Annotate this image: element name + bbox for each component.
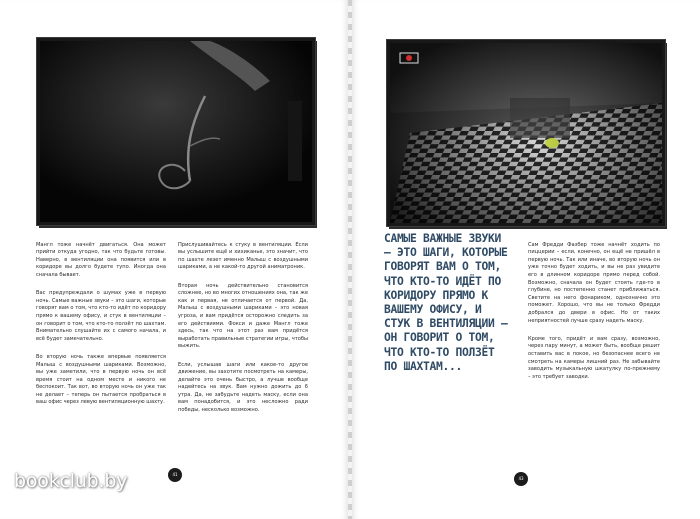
left-page-illustration (37, 38, 315, 225)
right-page-illustration (387, 40, 665, 226)
paragraph: Кроме того, придёт и вам сразу, возможно, через пару минут, а может быть, вообще решит оставить вас в покое, но безопаснее всего не смотреть на камеры лишний раз. Не забывайте заводить музыкальную шкатулку по-прежнему – это требует заводки. (528, 335, 660, 380)
pull-quote: САМЫЕ ВАЖНЫЕ ЗВУКИ – ЭТО ШАГИ, КОТОРЫЕ ГОВОРЯТ ВАМ О ТОМ, ЧТО КТО-ТО ИДЁТ ПО КОРИДОРУ ПРЯМО К ВАШЕМУ ОФИСУ, И СТУК В ВЕНТИЛЯЦИИ – ОН ГОВОРИТ О ТОМ, ЧТО КТО-ТО ПОЛЗЁТ ПО ШАХТАМ... (384, 232, 508, 373)
security-camera-image (390, 43, 662, 223)
paragraph: Мангл тоже начнёт двигаться. Она может прийти откуда угодно, так что будьте готовы. Наверно, в вентиляции она появится или в коридоре вы долго будете тупо. Иногда она сначала бывает. (36, 241, 166, 278)
lamp-cable-image (40, 41, 312, 222)
page-number-right: 43 (514, 472, 528, 486)
paragraph: Сам Фредди Фазбер тоже начнёт ходить по пиццерии – если, конечно, он ещё не пришёл в первую ночь. Так или иначе, во вторую ночь он уже точно будет ходить, и вы не раз увидите его в длинном коридоре прямо перед собой. Возможно, сначала он будет стоять где-то в глубине, но постепенно станет приближаться. Светите на него фонариком, однозначно это поможет. Хорошо, что вы не только Фредди добрался до двери в офис. Но от таких неприятностей лучше сразу надеть маску. (528, 241, 660, 324)
page-number-left: 41 (168, 468, 182, 482)
left-page-column-1 (36, 234, 166, 418)
bookclub-watermark: bookclub.by (14, 470, 128, 492)
paragraph: Во вторую ночь также впервые появляется Малыш с воздушными шариками. Возможно, вы уже заметили, что в первую ночь он всё время стоит на одном месте и никого не беспокоит. Так вот, во вторую ночь он уже так не делает – теперь он пытается пробраться в ваш офис через левую вентиляционную шахту. (36, 353, 166, 406)
paragraph: Прислушивайтесь к стуку в вентиляции. Если вы услышите ещё и хихиканье, это значит, что по шахте лезет именно Малыш с воздушными шариками, а не какой-то другой аниматроник. (178, 241, 308, 271)
paragraph: Вторая ночь действительно становится сложнее, но во многих отношениях она, так же как и первая, не отличается от первой. Да, Малыш с воздушными шариками – это новая угроза, и вам придётся осторожно следить за его действиями. Фокси и даже Мангл тоже здесь, так что на этот раз вам придётся выработать правильные стратегии игры, чтобы выжить. (178, 282, 308, 350)
paragraph: Вас предупреждали о шумах уже в первую ночь. Самые важные звуки – это шаги, которые говорят вам о том, что кто-то идёт по коридору прямо к вашему офису, и стук в вентиляции – он говорит о том, что кто-то ползёт по шахтам. Внимательно слушайте их с самого начала, и всё будет замечательно. (36, 290, 166, 342)
right-page-column (528, 234, 660, 392)
left-page-column-2 (178, 234, 308, 425)
paragraph: Если, услышав шаги или какое-то другое движение, вы захотите посмотреть на камеры, делайте это очень быстро, а лучше вообще надейтесь на звук. Вам нужно дожить до 6 утра. Да, не забудьте надеть маску, если она вам понадобится, и это несложно ради победы, несколько возможно. (178, 361, 308, 414)
